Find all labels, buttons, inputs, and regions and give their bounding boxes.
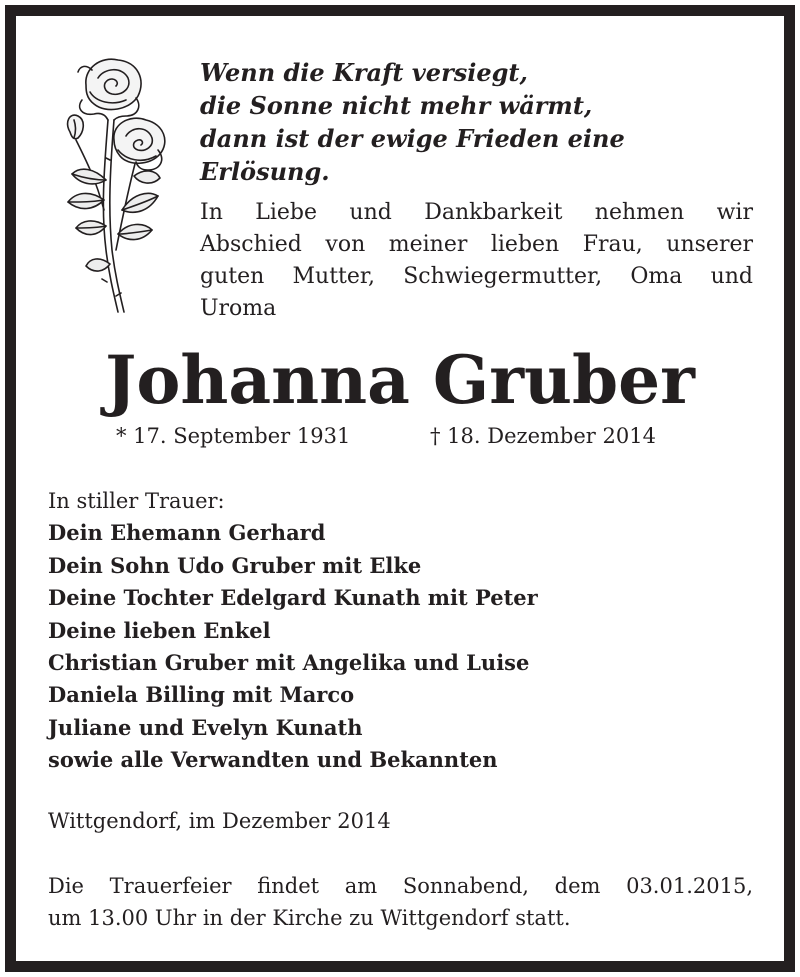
- funeral-notice: [48, 870, 753, 934]
- poem-line: dann ist der ewige Frieden eine Erlösung.: [200, 124, 625, 186]
- intro-line: Uroma: [200, 296, 277, 321]
- mourner-entry: Deine Tochter Edelgard Kunath mit Peter: [48, 585, 538, 611]
- deceased-name: Johanna Gruber: [105, 341, 695, 419]
- mourner-entry: Dein Sohn Udo Gruber mit Elke: [48, 552, 422, 578]
- mourner-entry: Christian Gruber mit Angelika und Luise: [48, 650, 530, 676]
- funeral-line: um 13.00 Uhr in der Kirche zu Wittgendorf statt.: [48, 906, 571, 930]
- rose-illustration: [46, 50, 176, 320]
- intro-text: [200, 197, 753, 325]
- intro-line: Abschied von meiner lieben Frau, unserer: [200, 232, 753, 257]
- poem-line: die Sonne nicht mehr wärmt,: [200, 91, 593, 120]
- mourner-entry: Deine lieben Enkel: [48, 617, 271, 643]
- mourner-entry: Dein Ehemann Gerhard: [48, 520, 326, 546]
- death-date: † 18. Dezember 2014: [430, 424, 656, 448]
- intro-line: guten Mutter, Schwiegermutter, Oma und: [200, 264, 753, 289]
- mourner-entry: sowie alle Verwandten und Bekannten: [48, 747, 498, 773]
- mourners-list: [48, 485, 768, 777]
- mourning-label: In stiller Trauer:: [48, 489, 225, 513]
- funeral-line: Die Trauerfeier findet am Sonnabend, dem 03.01.2015,: [48, 874, 753, 898]
- mourner-entry: Daniela Billing mit Marco: [48, 682, 355, 708]
- birth-date: * 17. September 1931: [116, 424, 351, 448]
- mourner-entry: Juliane und Evelyn Kunath: [48, 714, 363, 740]
- intro-line: In Liebe und Dankbarkeit nehmen wir: [200, 200, 753, 225]
- place-date: Wittgendorf, im Dezember 2014: [48, 809, 391, 833]
- poem-line: Wenn die Kraft versiegt,: [200, 58, 528, 87]
- poem: [200, 56, 760, 188]
